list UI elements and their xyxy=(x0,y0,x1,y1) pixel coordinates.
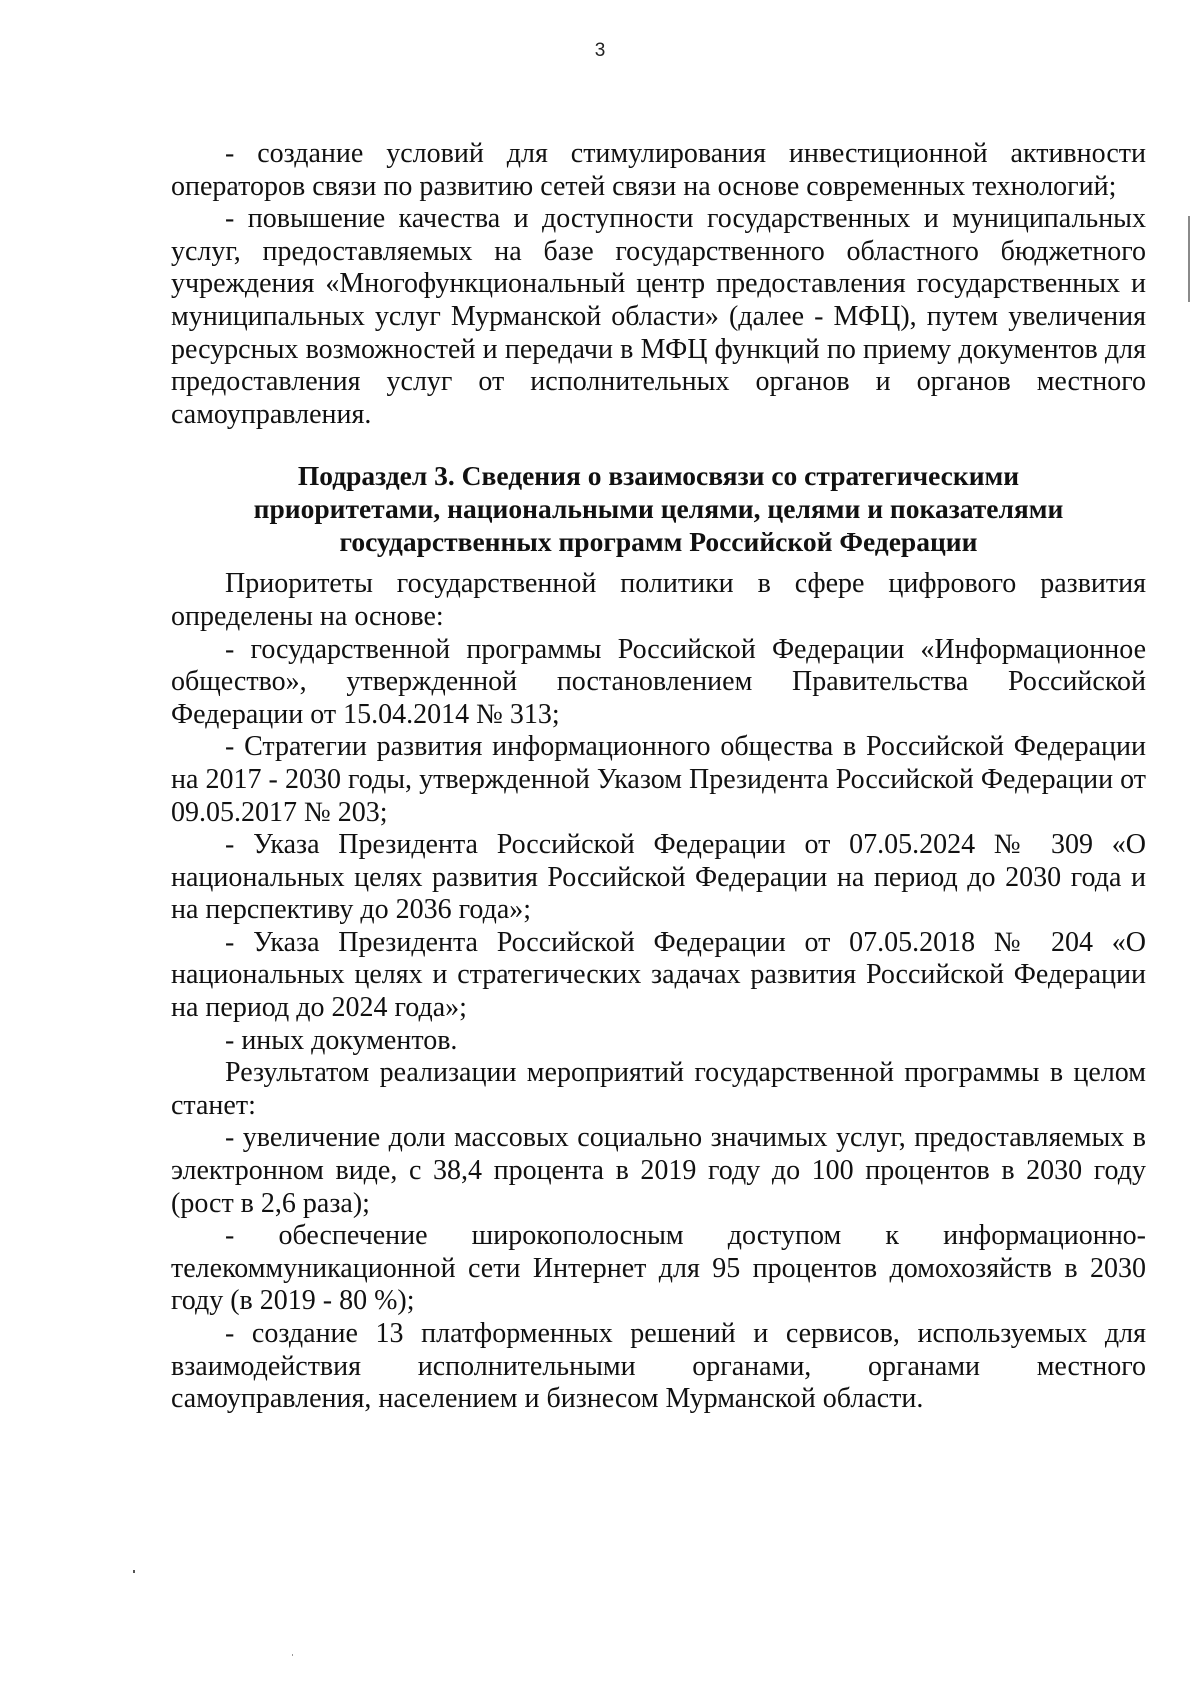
paragraph-results-intro: Результатом реализации мероприятий государственной программы в целом станет: xyxy=(171,1057,1146,1121)
scan-margin-mark xyxy=(1188,216,1190,302)
paragraph-result-broadband: - обеспечение широкополосным доступом к информационно-телекоммуникационной сети Интернет для 95 процентов домохозяйств в 2030 году (в 2019 - 80 %); xyxy=(171,1220,1146,1317)
paragraph-result-platforms: - создание 13 платформенных решений и сервисов, используемых для взаимодействия исполнительными органами, органами местного самоуправления, населением и бизнесом Мурманской области. xyxy=(171,1318,1146,1415)
subsection-heading xyxy=(171,459,1146,558)
heading-line-1: Подраздел 3. Сведения о взаимосвязи со стратегическими xyxy=(297,460,1020,492)
document-body xyxy=(171,138,1146,1416)
page-number: 3 xyxy=(594,40,606,61)
heading-line-2: приоритетами, национальными целями, целями и показателями xyxy=(253,493,1064,525)
paragraph-info-society-program: - государственной программы Российской Федерации «Информационное общество», утвержденной постановлением Правительства Российской Федерации от 15.04.2014 № 313; xyxy=(171,633,1146,730)
paragraph-investment-conditions: - создание условий для стимулирования инвестиционной активности операторов связи по развитию сетей связи на основе современных технологий; xyxy=(171,138,1146,202)
paragraph-result-e-services: - увеличение доли массовых социально значимых услуг, предоставляемых в электронном виде, с 38,4 процента в 2019 году до 100 процентов в 2030 году (рост в 2,6 раза); xyxy=(171,1122,1146,1219)
paragraph-priorities-intro: Приоритеты государственной политики в сфере цифрового развития определены на основе: xyxy=(171,568,1146,632)
heading-line-3: государственных программ Российской Федерации xyxy=(339,526,978,558)
paragraph-decree-204: - Указа Президента Российской Федерации от 07.05.2018 № 204 «О национальных целях и стратегических задачах развития Российской Федерации на период до 2024 года»; xyxy=(171,926,1146,1024)
scan-speck xyxy=(292,1654,293,1656)
paragraph-decree-309: - Указа Президента Российской Федерации от 07.05.2024 № 309 «О национальных целях развития Российской Федерации на период до 2030 года и на перспективу до 2036 года»; xyxy=(171,829,1146,926)
paragraph-mfc-services: - повышение качества и доступности государственных и муниципальных услуг, предоставляемых на базе государственного областного бюджетного учреждения «Многофункциональный центр предоставления государственных и муниципальных услуг Мурманской области» (далее - МФЦ), путем увеличения ресурсных возможностей и передачи в МФЦ функций по приему документов для предоставления услуг от исполнительных органов и органов местного самоуправления. xyxy=(171,203,1146,430)
paragraph-strategy-2017-2030: - Стратегии развития информационного общества в Российской Федерации на 2017 - 2030 годы, утвержденной Указом Президента Российской Федерации от 09.05.2017 № 203; xyxy=(171,731,1146,828)
paragraph-other-documents: - иных документов. xyxy=(225,1024,458,1056)
scan-speck xyxy=(133,1570,135,1573)
